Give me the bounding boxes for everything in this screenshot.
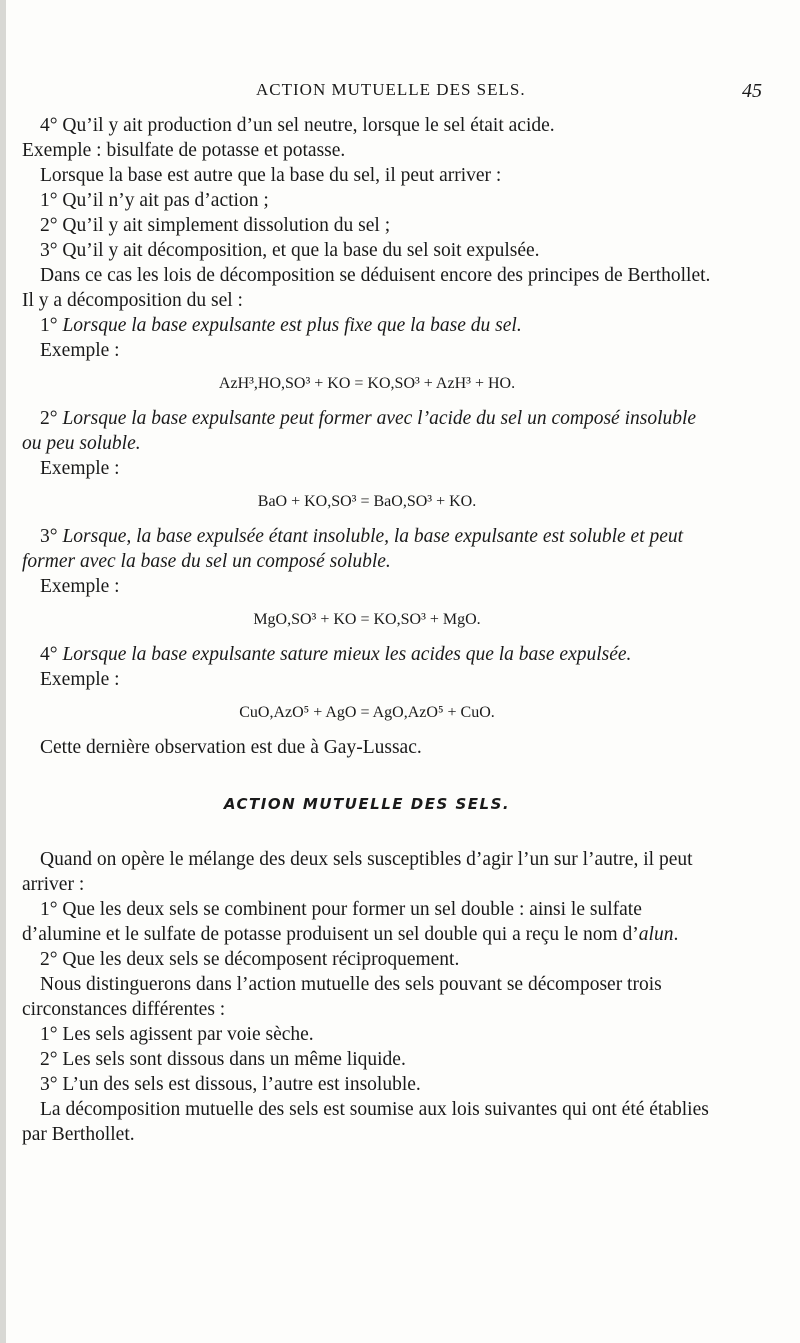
list-item: 3° Qu’il y ait décomposition, et que la base du sel soit expulsée.	[40, 240, 540, 261]
list-text: .	[673, 924, 679, 945]
paragraph: 4° Qu’il y ait production d’un sel neutre, lorsque le sel était acide.	[40, 115, 555, 136]
rule-number: 3°	[40, 526, 58, 547]
rule-number: 4°	[40, 644, 58, 665]
rule-3	[22, 524, 712, 574]
paragraph: Cette dernière observation est due à Gay-Lussac.	[40, 737, 422, 758]
list-item: 2° Qu’il y ait simplement dissolution du sel ;	[40, 215, 391, 236]
rule-4	[22, 642, 712, 667]
running-title: ACTION MUTUELLE DES SELS.	[256, 80, 526, 99]
paragraph: Lorsque la base est autre que la base du sel, il peut arriver :	[40, 165, 502, 186]
page-edge	[0, 0, 6, 1343]
page-number: 45	[742, 80, 762, 102]
list-item: 1° Qu’il n’y ait pas d’action ;	[40, 190, 269, 211]
list-item: 3° L’un des sels est dissous, l’autre est insoluble.	[40, 1074, 421, 1095]
equation: BaO + KO,SO³ = BaO,SO³ + KO.	[257, 493, 477, 510]
equation: AzH³,HO,SO³ + KO = KO,SO³ + AzH³ + HO.	[218, 375, 516, 392]
paragraph: Exemple : bisulfate de potasse et potasse.	[22, 140, 346, 161]
paragraph: Quand on opère le mélange des deux sels susceptibles d’agir l’un sur l’autre, il peut arriver :	[22, 849, 693, 895]
rule-text: Lorsque la base expulsante sature mieux les acides que la base expulsée.	[62, 644, 632, 665]
paragraph: Dans ce cas les lois de décomposition se déduisent encore des principes de Berthollet. Il y a décomposition du sel :	[22, 265, 711, 311]
rule-text: Lorsque la base expulsante est plus fixe que la base du sel.	[62, 315, 522, 336]
list-item	[22, 897, 712, 947]
rule-number: 1°	[40, 315, 58, 336]
list-text: 1° Que les deux sels se combinent pour former un sel double : ainsi le sulfate d’alumine et le sulfate de potasse produisent un sel double qui a reçu le nom d’	[22, 899, 642, 945]
list-item: 2° Les sels sont dissous dans un même liquide.	[40, 1049, 406, 1070]
equation: MgO,SO³ + KO = KO,SO³ + MgO.	[253, 611, 481, 628]
example-label: Exemple :	[40, 576, 120, 597]
equation: CuO,AzO⁵ + AgO = AgO,AzO⁵ + CuO.	[239, 704, 495, 721]
rule-number: 2°	[40, 408, 58, 429]
rule-2	[22, 406, 712, 456]
example-label: Exemple :	[40, 669, 120, 690]
rule-1	[22, 313, 712, 338]
paragraph: Nous distinguerons dans l’action mutuelle des sels pouvant se décomposer trois circonstances différentes :	[22, 974, 662, 1020]
term-alun: alun	[638, 924, 674, 945]
example-label: Exemple :	[40, 458, 120, 479]
section-title: ACTION MUTUELLE DES SELS.	[223, 795, 511, 813]
list-item: 2° Que les deux sels se décomposent réciproquement.	[40, 949, 460, 970]
page-header	[0, 80, 800, 110]
page-body	[22, 113, 712, 1147]
paragraph: La décomposition mutuelle des sels est soumise aux lois suivantes qui ont été établies par Berthollet.	[22, 1099, 709, 1145]
rule-text: Lorsque, la base expulsée étant insoluble, la base expulsante est soluble et peut former avec la base du sel un composé soluble.	[22, 526, 684, 572]
example-label: Exemple :	[40, 340, 120, 361]
list-item: 1° Les sels agissent par voie sèche.	[40, 1024, 314, 1045]
rule-text: Lorsque la base expulsante peut former avec l’acide du sel un composé insoluble ou peu soluble.	[22, 408, 697, 454]
